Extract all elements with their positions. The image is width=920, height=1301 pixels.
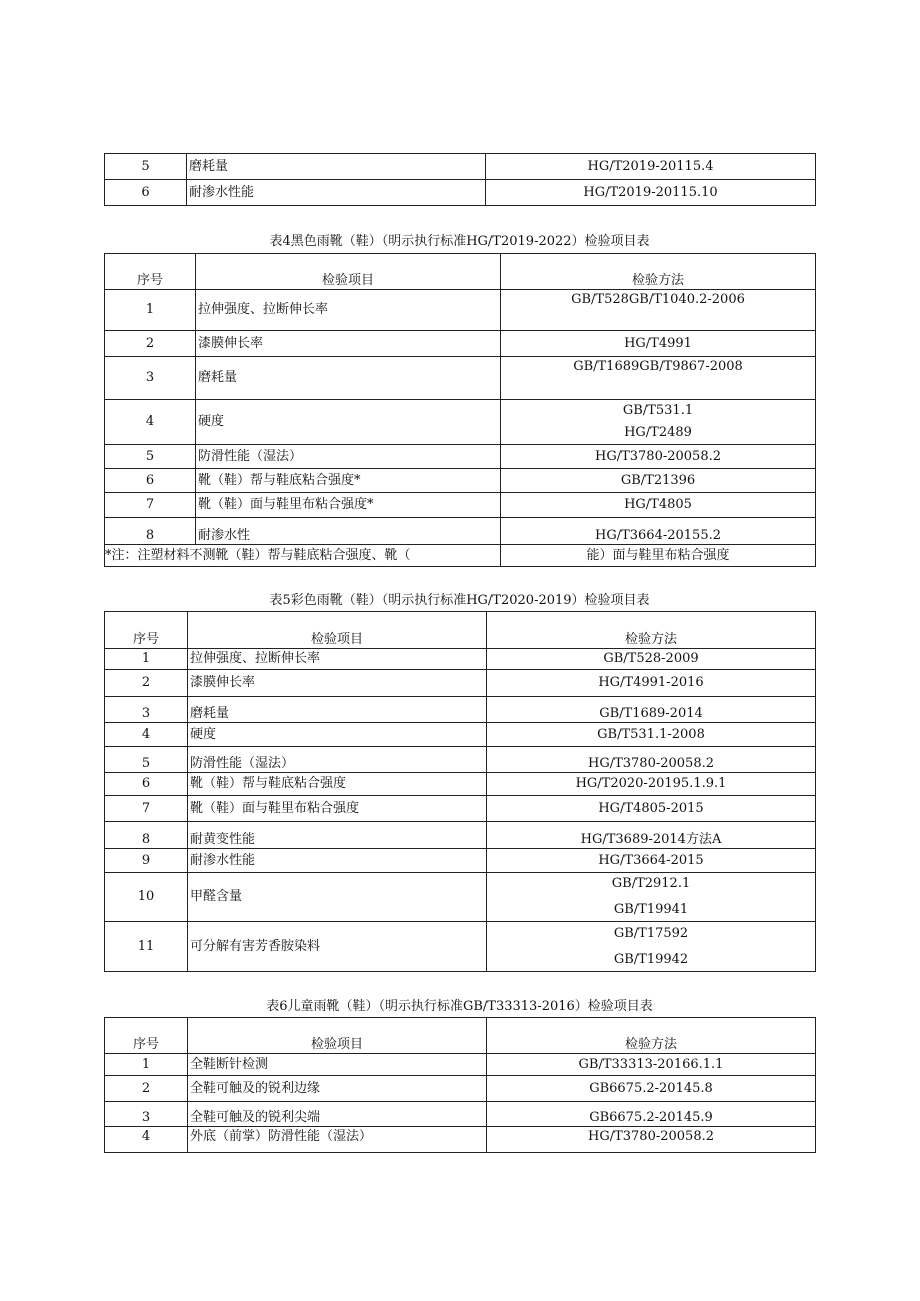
table-row bbox=[105, 445, 816, 469]
test-item: 硬度 bbox=[196, 400, 501, 445]
table-row bbox=[105, 180, 816, 206]
test-method: GB6675.2-20145.9 bbox=[487, 1102, 816, 1127]
test-method: HG/T3664-20155.2 bbox=[501, 518, 816, 545]
table-6 bbox=[104, 1017, 816, 1153]
test-item: 耐渗水性 bbox=[196, 518, 501, 545]
table-row bbox=[105, 290, 816, 331]
row-number: 3 bbox=[105, 1102, 188, 1127]
table-row bbox=[105, 154, 816, 180]
test-method: HG/T3664-2015 bbox=[487, 849, 816, 873]
table-6-caption: 表6儿童雨靴（鞋）（明示执行标准GB/T33313-2016）检验项目表 bbox=[266, 999, 653, 1014]
test-item: 全鞋断针检测 bbox=[188, 1054, 487, 1076]
test-item: 漆膜伸长率 bbox=[188, 670, 487, 697]
table-row bbox=[105, 1127, 816, 1153]
table-row bbox=[105, 922, 816, 972]
table-row bbox=[105, 822, 816, 849]
test-method bbox=[487, 922, 816, 972]
table-row bbox=[105, 1076, 816, 1102]
test-method bbox=[501, 400, 816, 445]
test-item: 防滑性能（湿法） bbox=[196, 445, 501, 469]
row-number: 5 bbox=[105, 154, 187, 180]
test-method bbox=[487, 873, 816, 922]
table-row bbox=[105, 518, 816, 545]
table-4 bbox=[104, 253, 816, 567]
header-number: 序号 bbox=[105, 1018, 188, 1054]
test-item: 全鞋可触及的锐利尖端 bbox=[188, 1102, 487, 1127]
method-line: GB/T531.1 bbox=[622, 403, 694, 418]
test-method: HG/T4805 bbox=[501, 493, 816, 518]
row-number: 2 bbox=[105, 670, 188, 697]
table-row bbox=[105, 1102, 816, 1127]
row-number: 1 bbox=[105, 1054, 188, 1076]
row-number: 8 bbox=[105, 518, 196, 545]
row-number: 1 bbox=[105, 649, 188, 670]
header-item: 检验项目 bbox=[196, 254, 501, 290]
test-method: GB/T528-2009 bbox=[487, 649, 816, 670]
test-item: 漆膜伸长率 bbox=[196, 331, 501, 357]
table-row bbox=[105, 697, 816, 723]
table-5 bbox=[104, 611, 816, 972]
test-item: 甲醛含量 bbox=[188, 873, 487, 922]
header-number: 序号 bbox=[105, 254, 196, 290]
row-number: 4 bbox=[105, 1127, 188, 1153]
test-item: 耐黄变性能 bbox=[188, 822, 487, 849]
method-line: GB/T19942 bbox=[613, 951, 689, 967]
table-row bbox=[105, 400, 816, 445]
header-method: 检验方法 bbox=[487, 1018, 816, 1054]
test-method: HG/T2020-20195.1.9.1 bbox=[487, 773, 816, 796]
test-method: HG/T4991 bbox=[501, 331, 816, 357]
table-row bbox=[105, 849, 816, 873]
row-number: 2 bbox=[105, 1076, 188, 1102]
test-item: 靴（鞋）帮与鞋底粘合强度* bbox=[196, 469, 501, 493]
method-line: GB/T2912.1 bbox=[611, 876, 691, 891]
test-item: 磨耗量 bbox=[196, 357, 501, 400]
test-method: GB/T1689GB/T9867-2008 bbox=[501, 357, 816, 400]
test-item: 靴（鞋）帮与鞋底粘合强度 bbox=[188, 773, 487, 796]
test-item: 靴（鞋）面与鞋里布粘合强度* bbox=[196, 493, 501, 518]
table-header-row bbox=[105, 1018, 816, 1054]
row-number: 3 bbox=[105, 357, 196, 400]
test-item: 磨耗量 bbox=[187, 154, 486, 180]
row-number: 5 bbox=[105, 747, 188, 773]
test-item: 外底（前掌）防滑性能（湿法） bbox=[188, 1127, 487, 1153]
header-method: 检验方法 bbox=[487, 612, 816, 649]
table-row bbox=[105, 747, 816, 773]
row-number: 5 bbox=[105, 445, 196, 469]
table-header-row bbox=[105, 254, 816, 290]
test-method: HG/T4805-2015 bbox=[487, 796, 816, 822]
test-item: 耐渗水性能 bbox=[187, 180, 486, 206]
table-row bbox=[105, 493, 816, 518]
test-method: GB/T21396 bbox=[501, 469, 816, 493]
table-5-caption: 表5彩色雨靴（鞋）（明示执行标准HG/T2020-2019）检验项目表 bbox=[269, 593, 650, 608]
test-item: 磨耗量 bbox=[188, 697, 487, 723]
row-number: 9 bbox=[105, 849, 188, 873]
table-note-right: 能）面与鞋里布粘合强度 bbox=[501, 545, 816, 567]
header-method: 检验方法 bbox=[501, 254, 816, 290]
row-number: 6 bbox=[105, 773, 188, 796]
table-note-left: *注：注塑材料不测靴（鞋）帮与鞋底粘合强度、靴（ bbox=[105, 545, 501, 567]
test-method: HG/T3780-20058.2 bbox=[487, 1127, 816, 1153]
test-method: HG/T2019-20115.4 bbox=[486, 154, 816, 180]
test-item: 拉伸强度、拉断伸长率 bbox=[196, 290, 501, 331]
row-number: 2 bbox=[105, 331, 196, 357]
row-number: 1 bbox=[105, 290, 196, 331]
test-item: 硬度 bbox=[188, 723, 487, 747]
test-method: GB6675.2-20145.8 bbox=[487, 1076, 816, 1102]
header-item: 检验项目 bbox=[188, 1018, 487, 1054]
method-line: HG/T2489 bbox=[624, 425, 692, 440]
table-note-row bbox=[105, 545, 816, 567]
row-number: 4 bbox=[105, 400, 196, 445]
table-row bbox=[105, 670, 816, 697]
row-number: 7 bbox=[105, 493, 196, 518]
table-row bbox=[105, 1054, 816, 1076]
header-number: 序号 bbox=[105, 612, 188, 649]
table-row bbox=[105, 469, 816, 493]
table-row bbox=[105, 331, 816, 357]
row-number: 7 bbox=[105, 796, 188, 822]
table-row bbox=[105, 357, 816, 400]
test-item: 全鞋可触及的锐利边缘 bbox=[188, 1076, 487, 1102]
row-number: 4 bbox=[105, 723, 188, 747]
test-item: 防滑性能（湿法） bbox=[188, 747, 487, 773]
table-row bbox=[105, 649, 816, 670]
test-item: 拉伸强度、拉断伸长率 bbox=[188, 649, 487, 670]
row-number: 6 bbox=[105, 469, 196, 493]
table-row bbox=[105, 773, 816, 796]
table-row bbox=[105, 796, 816, 822]
table-row bbox=[105, 723, 816, 747]
test-method: HG/T3780-20058.2 bbox=[501, 445, 816, 469]
table-4-caption: 表4黑色雨靴（鞋）（明示执行标准HG/T2019-2022）检验项目表 bbox=[269, 234, 650, 249]
test-method: HG/T2019-20115.10 bbox=[486, 180, 816, 206]
test-method: HG/T3780-20058.2 bbox=[487, 747, 816, 773]
header-item: 检验项目 bbox=[188, 612, 487, 649]
table-3-continued bbox=[104, 153, 816, 206]
table-row bbox=[105, 873, 816, 922]
test-method: GB/T531.1-2008 bbox=[487, 723, 816, 747]
row-number: 6 bbox=[105, 180, 187, 206]
test-method: GB/T528GB/T1040.2-2006 bbox=[501, 290, 816, 331]
test-method: HG/T3689-2014方法A bbox=[487, 822, 816, 849]
table-header-row bbox=[105, 612, 816, 649]
method-line: GB/T17592 bbox=[613, 925, 689, 941]
row-number: 3 bbox=[105, 697, 188, 723]
test-item: 靴（鞋）面与鞋里布粘合强度 bbox=[188, 796, 487, 822]
test-item: 耐渗水性能 bbox=[188, 849, 487, 873]
row-number: 10 bbox=[105, 873, 188, 922]
test-method: GB/T1689-2014 bbox=[487, 697, 816, 723]
test-method: HG/T4991-2016 bbox=[487, 670, 816, 697]
method-line: GB/T19941 bbox=[613, 902, 689, 917]
test-method: GB/T33313-20166.1.1 bbox=[487, 1054, 816, 1076]
row-number: 8 bbox=[105, 822, 188, 849]
test-item: 可分解有害芳香胺染料 bbox=[188, 922, 487, 972]
row-number: 11 bbox=[105, 922, 188, 972]
